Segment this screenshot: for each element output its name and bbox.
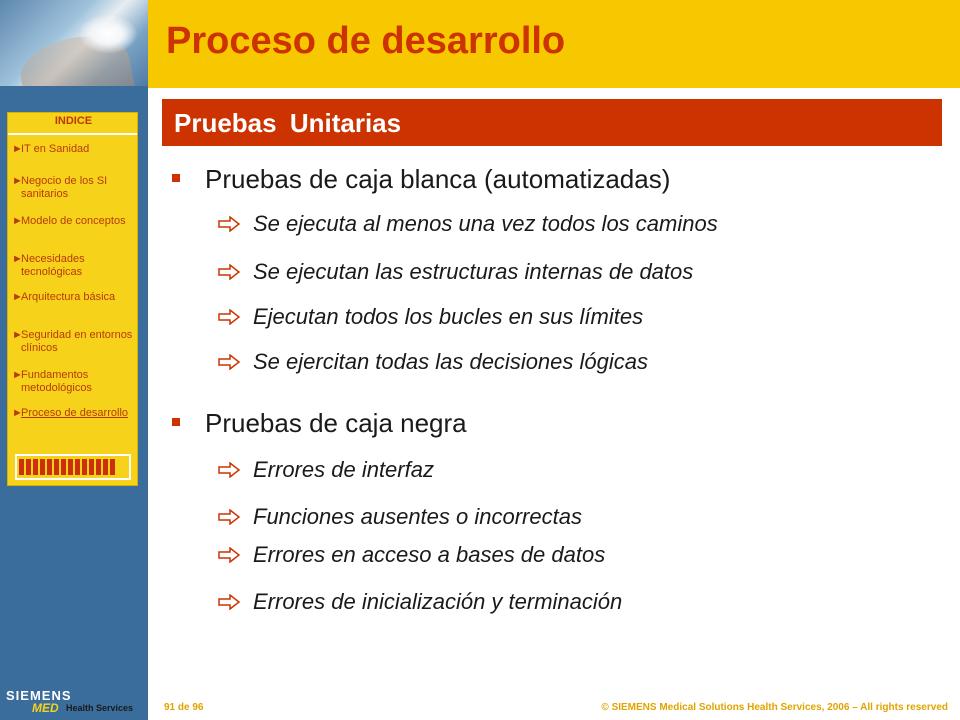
sub-item-text: Errores de inicialización y terminación	[253, 589, 623, 614]
triangle-right-icon: ►	[12, 253, 23, 265]
page-title: Proceso de desarrollo	[166, 20, 566, 62]
progress-segment	[26, 459, 31, 475]
triangle-right-icon: ►	[12, 175, 23, 187]
sub-item	[218, 211, 718, 237]
sub-item	[218, 304, 643, 330]
progress-segment	[82, 459, 87, 475]
index-item-label: IT en Sanidad	[21, 143, 90, 155]
bullet-caja-negra	[172, 408, 467, 439]
progress-segment	[19, 459, 24, 475]
square-bullet-icon	[172, 418, 180, 426]
sub-item	[218, 542, 605, 568]
progress-segment	[96, 459, 101, 475]
section-title: Pruebas Unitarias	[174, 108, 402, 138]
index-item-label: Necesidades tecnológicas	[21, 253, 85, 278]
index-item-label: Modelo de conceptos	[21, 215, 126, 227]
index-divider	[8, 133, 137, 135]
sub-item-text: Ejecutan todos los bucles en sus límites	[253, 304, 644, 329]
sub-item	[218, 259, 693, 285]
header-bar	[148, 0, 960, 88]
logo-health-services-text: Health Services	[66, 703, 134, 713]
index-item-label: Arquitectura básica	[21, 291, 116, 303]
progress-segment	[33, 459, 38, 475]
square-bullet-icon	[172, 174, 180, 182]
hollow-arrow-icon	[218, 594, 240, 610]
triangle-right-icon: ►	[12, 407, 23, 419]
triangle-right-icon: ►	[12, 215, 23, 227]
sub-item-text: Se ejercitan todas las decisiones lógicas	[253, 349, 649, 374]
index-item-label: Seguridad en entornos clínicos	[21, 329, 133, 354]
sub-item-text: Errores en acceso a bases de datos	[253, 542, 606, 567]
hollow-arrow-icon	[218, 354, 240, 370]
index-item-necesidades[interactable]	[12, 253, 136, 279]
bullet-text: Pruebas de caja blanca (automatizadas)	[205, 164, 671, 194]
triangle-right-icon: ►	[12, 143, 23, 155]
hollow-arrow-icon	[218, 264, 240, 280]
index-item-negocio[interactable]	[12, 175, 136, 201]
left-sidebar	[0, 0, 148, 720]
progress-segment	[110, 459, 115, 475]
sub-item	[218, 457, 434, 483]
index-panel	[7, 112, 138, 486]
progress-segment	[103, 459, 108, 475]
progress-segment	[40, 459, 45, 475]
hollow-arrow-icon	[218, 509, 240, 525]
progress-segment	[68, 459, 73, 475]
index-title: INDICE	[54, 115, 93, 127]
copyright-notice: © SIEMENS Medical Solutions Health Services, 2006 – All rights reserved	[601, 702, 948, 713]
triangle-right-icon: ►	[12, 369, 23, 381]
index-item-label: Negocio de los SI sanitarios	[21, 175, 108, 200]
index-item-it-en-sanidad[interactable]	[12, 143, 136, 156]
sub-item-text: Se ejecuta al menos una vez todos los caminos	[253, 211, 718, 236]
sub-item	[218, 504, 582, 530]
progress-segment	[61, 459, 66, 475]
sub-item	[218, 589, 622, 615]
hollow-arrow-icon	[218, 547, 240, 563]
index-item-modelo[interactable]	[12, 215, 136, 228]
sub-item-text: Funciones ausentes o incorrectas	[253, 504, 582, 529]
progress-bar	[15, 454, 131, 480]
sub-item	[218, 349, 648, 375]
triangle-right-icon: ►	[12, 291, 23, 303]
index-item-label: Fundamentos metodológicos	[21, 369, 92, 394]
index-item-fundamentos[interactable]	[12, 369, 136, 395]
index-item-label: Proceso de desarrollo	[21, 407, 129, 419]
progress-segment	[89, 459, 94, 475]
bullet-caja-blanca	[172, 164, 670, 195]
section-bar	[162, 99, 942, 146]
hollow-arrow-icon	[218, 462, 240, 478]
corner-photo-image	[0, 0, 148, 86]
light-glow-image	[78, 14, 138, 54]
hollow-arrow-icon	[218, 309, 240, 325]
index-item-seguridad[interactable]	[12, 329, 136, 355]
sub-item-text: Errores de interfaz	[253, 457, 434, 482]
sub-item-text: Se ejecutan las estructuras internas de datos	[253, 259, 694, 284]
bullet-text: Pruebas de caja negra	[205, 408, 467, 438]
progress-fill	[19, 459, 117, 475]
logo-siemens-text: SIEMENS	[6, 688, 72, 703]
progress-segment	[54, 459, 59, 475]
triangle-right-icon: ►	[12, 329, 23, 341]
index-item-proceso[interactable]	[12, 407, 136, 420]
page-counter: 91 de 96	[164, 702, 204, 713]
progress-segment	[47, 459, 52, 475]
logo-med-text: MED	[32, 701, 59, 715]
index-item-arquitectura[interactable]	[12, 291, 136, 304]
siemens-logo	[6, 688, 146, 716]
hollow-arrow-icon	[218, 216, 240, 232]
progress-segment	[75, 459, 80, 475]
